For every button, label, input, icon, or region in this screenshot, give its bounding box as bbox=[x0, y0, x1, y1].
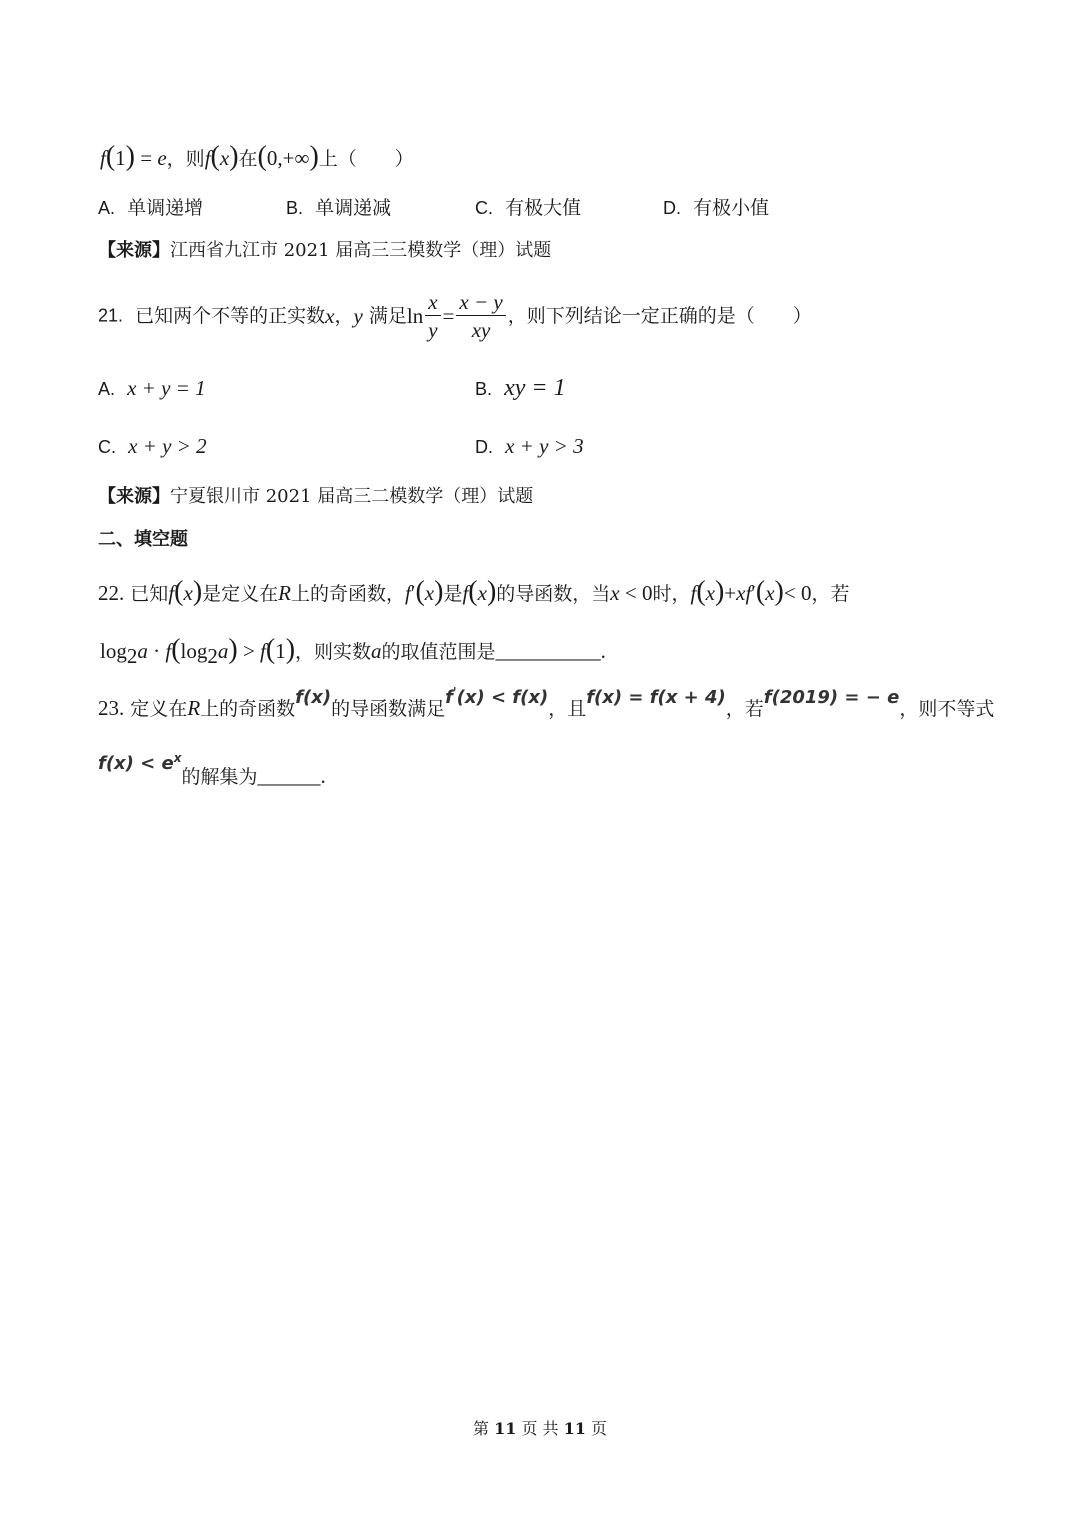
q21-option-b: B. xy = 1 bbox=[475, 375, 566, 401]
answer-blank[interactable]: __________. bbox=[495, 639, 606, 663]
q21-option-a: A. x + y = 1 bbox=[98, 376, 206, 400]
q20-source: 【来源】江西省九江市 2021 届高三三模数学（理）试题 bbox=[98, 240, 552, 261]
math-f1-eq-e: f bbox=[100, 146, 106, 170]
page-total: 11 bbox=[563, 1419, 586, 1438]
q23-line2: $f(x) < e^x$的解集为______. bbox=[98, 751, 326, 788]
fraction-xminusy-over-xy: $\frac{x - y}{xy}$ bbox=[456, 292, 505, 341]
fraction-x-over-y: $\frac{x}{y}$ bbox=[425, 292, 440, 341]
section-title-fill-in: 二、填空题 bbox=[98, 529, 188, 550]
q20-stem-suffix: ，则 bbox=[166, 148, 205, 170]
q20-stem: f(1) = e，则f(x)在(0,+∞)上（ ） bbox=[100, 141, 414, 172]
q20-option-b: B. 单调递减 bbox=[286, 197, 392, 219]
q23-line1: 23. 定义在R上的奇函数f(x)的导函数满足f'(x) < f(x)，且f(x) = f(x + 4)，若f(2019) = − e，则不等式 bbox=[98, 685, 995, 720]
q21-source: 【来源】宁夏银川市 2021 届高三二模数学（理）试题 bbox=[98, 486, 534, 507]
q21-option-c: C. x + y > 2 bbox=[98, 434, 207, 458]
q20-stem-tail: 上（ ） bbox=[318, 148, 414, 170]
q20-option-d: D. 有极小值 bbox=[663, 197, 770, 219]
q21-option-d: D. x + y > 3 bbox=[475, 434, 584, 458]
q22-line2: $\log_2a \cdot f(\log_2a) > f(1)$，则实数a的取值范围是__________. bbox=[100, 634, 606, 668]
q21-stem: 21. 已知两个不等的正实数x，y 满足ln $\frac{x}{y}$ = $\frac{x - y}{xy}$ ，则下列结论一定正确的是（ ） bbox=[98, 290, 812, 342]
page-footer: 第 11 页 共 11 页 bbox=[472, 1419, 608, 1438]
q20-option-c: C. 有极大值 bbox=[475, 197, 582, 219]
page-number: 11 bbox=[494, 1419, 517, 1438]
q22-line1: 22. 已知f(x)是定义在R上的奇函数，f′(x)是f(x)的导函数，当x < 0时，f(x)+xf′(x)< 0，若 bbox=[98, 576, 850, 607]
answer-blank[interactable]: ______. bbox=[257, 764, 326, 788]
q20-option-a: A. 单调递增 bbox=[98, 197, 204, 219]
